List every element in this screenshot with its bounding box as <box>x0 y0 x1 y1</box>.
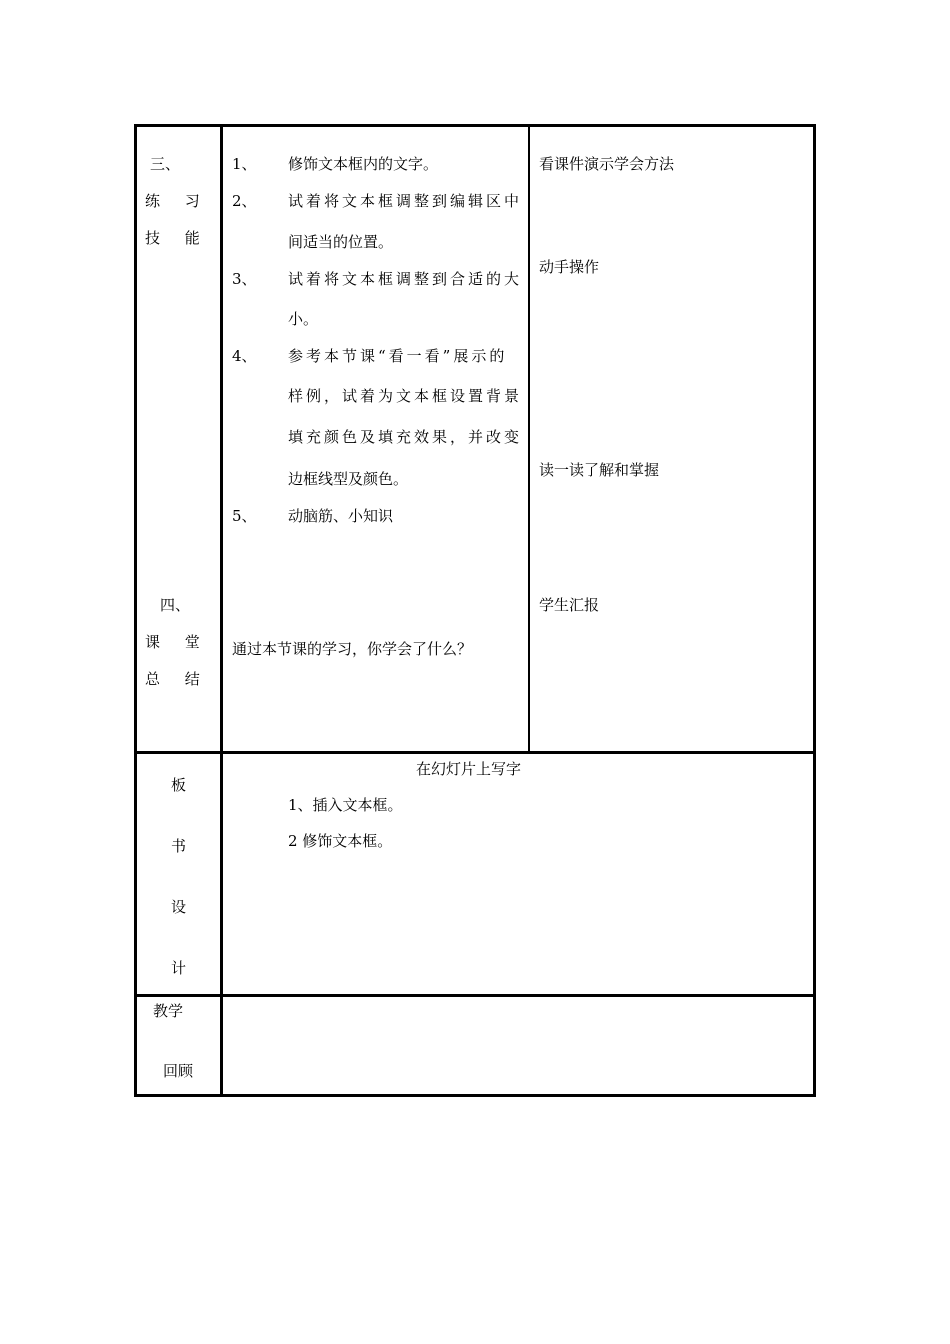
list-item-number: 4、 <box>232 347 257 365</box>
table-bottom-border <box>134 1094 816 1097</box>
section4-label-line2: 课 堂 <box>145 633 210 651</box>
student-note: 看课件演示学会方法 <box>539 155 675 173</box>
board-item: 2 修饰文本框。 <box>288 832 393 850</box>
table-right-border <box>813 124 816 1097</box>
list-item-text: 间适当的位置。 <box>288 233 394 251</box>
section3-label-line2: 练 习 <box>145 192 210 210</box>
list-item-text: 填充颜色及填充效果，并改变 <box>288 428 523 446</box>
list-item-text: 样例，试着为文本框设置背景 <box>288 387 523 405</box>
board-label-char: 计 <box>171 959 187 977</box>
row-divider-2 <box>134 994 816 997</box>
list-item-number: 2、 <box>232 192 257 210</box>
section4-label-number: 四、 <box>160 596 191 614</box>
board-label-char: 板 <box>171 776 187 794</box>
list-item-text: 边框线型及颜色。 <box>288 470 409 488</box>
review-label-line1: 教学 <box>153 1002 184 1020</box>
student-column-divider <box>528 124 530 754</box>
list-item-text: 动脑筋、小知识 <box>288 507 394 525</box>
summary-question: 通过本节课的学习，你学会了什么？ <box>232 640 473 658</box>
table-left-border <box>134 124 137 1097</box>
list-item-text: 修饰文本框内的文字。 <box>288 155 439 173</box>
student-note: 学生汇报 <box>539 596 600 614</box>
board-title: 在幻灯片上写字 <box>416 760 522 778</box>
list-item-text: 试着将文本框调整到合适的大 <box>288 270 523 288</box>
list-item-text: 试着将文本框调整到编辑区中 <box>288 192 523 210</box>
review-label-line2: 回顾 <box>163 1062 194 1080</box>
section4-label-line3: 总 结 <box>145 670 210 688</box>
board-label-char: 设 <box>171 898 187 916</box>
row-divider-1 <box>134 751 816 754</box>
student-note: 读一读了解和掌握 <box>539 461 660 479</box>
section3-label-number: 三、 <box>150 155 181 173</box>
student-note: 动手操作 <box>539 258 600 276</box>
section3-label-line3: 技 能 <box>145 229 210 247</box>
board-item: 1、插入文本框。 <box>288 796 403 814</box>
list-item-text: 参考本节课“看一看”展示的 <box>288 347 508 365</box>
label-column-divider <box>220 124 223 1097</box>
list-item-number: 5、 <box>232 507 257 525</box>
table-top-border <box>134 124 816 127</box>
list-item-number: 1、 <box>232 155 257 173</box>
list-item-text: 小。 <box>288 310 319 328</box>
board-label-char: 书 <box>171 837 187 855</box>
list-item-number: 3、 <box>232 270 257 288</box>
